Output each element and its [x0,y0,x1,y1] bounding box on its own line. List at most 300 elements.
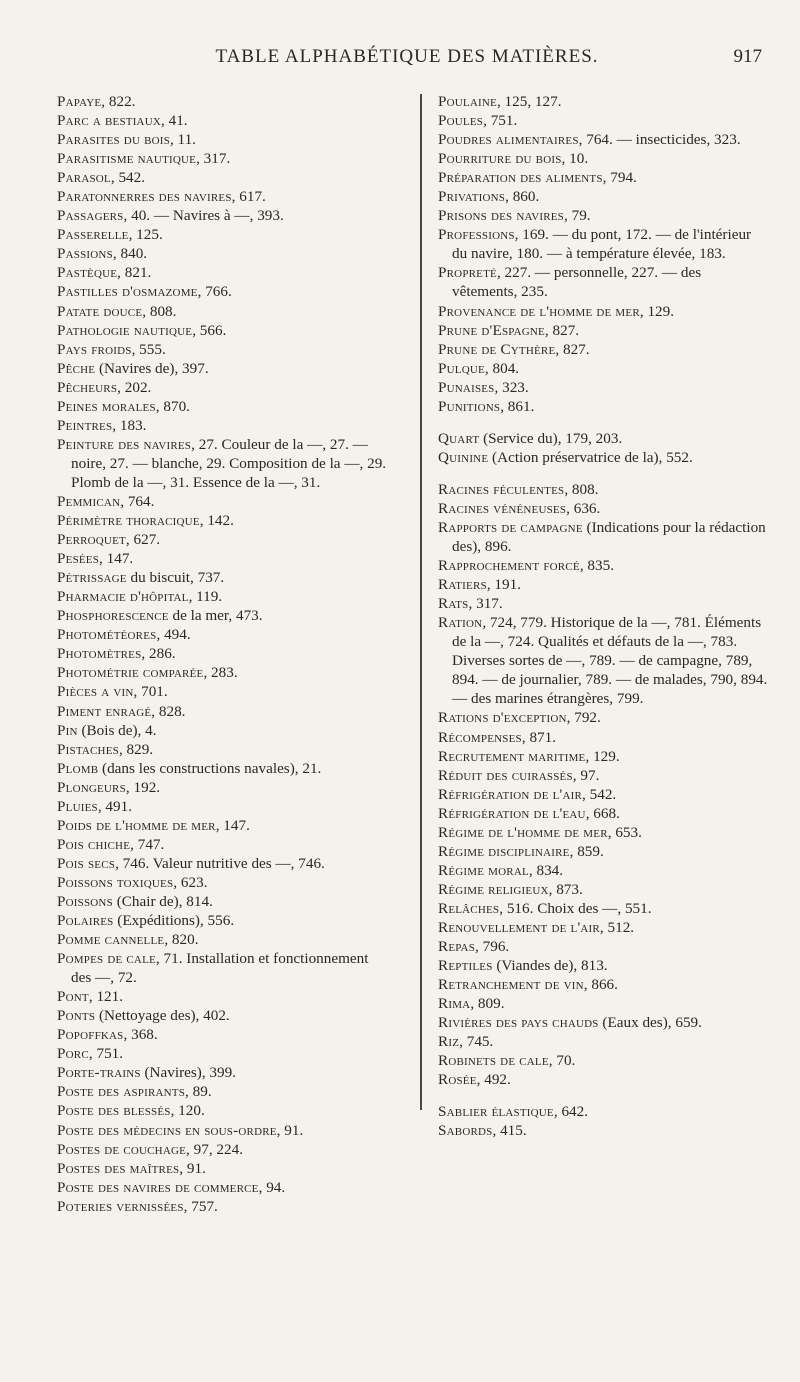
index-entry [57,702,389,721]
index-entry [57,511,389,530]
index-entry-references: (Navires de), 397. [95,359,209,377]
index-entry-references: , 192. [125,778,161,796]
index-entry-heading: Peinture des navires [57,435,192,453]
index-entry-references: , 861. [500,397,535,415]
index-entry-references: (Viandes de), 813. [492,957,608,975]
index-entry-references: , 512. [599,918,635,936]
index-entry-heading: Racines féculentes [438,480,565,498]
index-entry [438,206,770,225]
index-entry-heading: Photométrie comparée [57,664,204,682]
index-entry-references: , 822. [101,93,136,110]
index-entry-heading: Pastèque [57,264,118,282]
index-entry-references: , 829. [118,740,154,758]
index-entry [57,1140,389,1159]
index-entry-references: , 745. [459,1033,494,1051]
index-entry-references: , 415. [492,1122,527,1140]
index-entry-references: , 701. [133,683,168,701]
index-entry [438,321,770,340]
index-entry-references: , 491. [97,797,132,815]
index-entry-heading: Prune de Cythère [438,340,556,358]
index-entry-heading: Poste des aspirants [57,1083,186,1101]
index-entry-heading: Riz [438,1033,460,1051]
index-entry-references: de la mer, 473. [168,607,263,625]
index-entry-heading: Patate douce [57,302,143,320]
index-entry-heading: Rivières des pays chauds [438,1014,599,1032]
index-entry-heading: Pastilles d'osmazome [57,283,198,301]
index-entry [438,263,770,301]
index-entry-heading: Racines vénéneuses [438,499,567,517]
index-entry-heading: Pemmican [57,492,121,510]
index-entry [57,149,389,168]
index-entry [438,499,770,518]
index-entry-heading: Pathologie nautique [57,321,193,339]
index-entry-references: , 125. [128,226,163,244]
index-entry-heading: Popoffkas [57,1026,124,1044]
index-entry-references: , 70. [548,1052,576,1070]
index-entry [57,949,389,987]
index-entry-references: , 724, 779. Historique de la —, 781. Éléments de la —, 724. Qualités et défauts de la —, 783. Diverses sortes de —, 789. — de campagne, 789, 894. — de journalier, 789. — de malades, 790, 894. — des marines étrangères, 799. [452,614,768,708]
index-entry-heading: Photomètres [57,645,142,663]
index-entry [57,987,389,1006]
index-entry [438,149,770,168]
index-entry [438,708,770,727]
index-entry-heading: Pin [57,721,78,739]
index-entry [57,854,389,873]
index-entry-heading: Poste des blessés [57,1102,171,1120]
index-entry-heading: Passerelle [57,226,129,244]
index-entry [57,644,389,663]
index-entry-references: , 866. [583,976,618,994]
index-entry-references: (Expéditions), 556. [113,912,235,930]
index-entry-references: (Bois de), 4. [77,721,157,739]
index-entry [438,937,770,956]
index-entry-heading: Parc a bestiaux [57,112,161,130]
index-entry [438,994,770,1013]
index-entry-references: (dans les constructions navales), 21. [98,759,322,777]
index-entry-references: , 627. [125,531,161,549]
index-entry-references: , 91. [179,1159,206,1177]
index-entry-references: , 516. Choix des —, 551. [499,899,652,917]
index-entry-references: , 834. [528,861,564,879]
index-entry-references: , 97, 224. [186,1140,243,1158]
index-entry [57,1178,389,1197]
index-entry-references: , 94. [258,1178,286,1196]
index-entry-heading: Pont [57,988,89,1006]
index-entry-references: , 97. [572,766,600,784]
index-entry-references: , 494. [156,626,191,644]
index-entry-heading: Pois chiche [57,835,131,853]
index-entry-references: , 183. [112,416,147,434]
index-entry-references: , 764. — insecticides, 323. [578,131,741,149]
index-entry-heading: Pluies [57,797,98,815]
index-entry-references: , 202. [117,378,152,396]
index-entry-heading: Ratiers [438,576,487,594]
index-entry-references: , 827. [555,340,590,358]
index-entry-references: (Eaux des), 659. [598,1014,702,1032]
index-entry [57,282,389,301]
index-entry-references: , 169. — du pont, 172. — de l'intérieur du navire, 180. — à température élevée, 183. [452,226,752,263]
index-entry [57,530,389,549]
index-entry-references: , 317. [196,150,231,168]
index-entry-references: , 751. [483,112,518,130]
index-entry [57,740,389,759]
index-entry-heading: Rima [438,995,471,1013]
index-entry-heading: Polaires [57,912,114,930]
index-entry-heading: Photométéores [57,626,157,644]
index-entry [57,435,389,492]
index-entry-references: , 859. [569,842,604,860]
index-entry-references: , 286. [141,645,176,663]
index-entry-heading: Rapports de campagne [438,518,583,536]
index-entry-heading: Phosphorescence [57,607,169,625]
index-entry-references: , 794. [602,169,637,187]
index-entry-references: (Chair de), 814. [112,892,213,910]
index-entry-references: , 11. [169,131,196,149]
index-entry-references: , 555. [131,340,166,358]
index-entry [438,1051,770,1070]
index-entry-heading: Prune d'Espagne [438,321,545,339]
index-entry [57,359,389,378]
index-entry [438,397,770,416]
index-entry-heading: Passions [57,245,113,263]
index-entry-heading: Pourriture du bois [438,150,562,168]
index-entry [438,728,770,747]
index-entry-heading: Quart [438,429,480,447]
index-entry [57,168,389,187]
index-entry-heading: Sablier élastique [438,1103,554,1121]
index-entry-references: , 764. [120,492,155,510]
index-entry [57,92,389,111]
index-entry-heading: Poste des médecins en sous-ordre [57,1121,277,1139]
index-entry-references: , 623. [173,873,208,891]
index-entry-references: (Indications pour la rédaction des), 896. [452,518,766,556]
index-entry-heading: Paratonnerres des navires [57,188,232,206]
index-entry-references: , 41. [161,112,188,130]
index-entry-references: , 766. [197,283,232,301]
index-entry-heading: Pays froids [57,340,132,358]
index-entry-heading: Pompes de cale [57,950,156,968]
index-entry [57,263,389,282]
index-entry [57,816,389,835]
index-entry [438,575,770,594]
index-entry-references: , 870. [155,397,190,415]
index-entry-references: , 27. Couleur de la —, 27. — noire, 27. — blanche, 29. Composition de la —, 29. Plomb de la —, 31. Essence de la —, 31. [71,435,387,491]
index-entry [57,835,389,854]
index-entry [57,416,389,435]
index-entry [438,378,770,397]
index-entry-references: , 746. Valeur nutritive des —, 746. [115,854,325,872]
index-entry-heading: Ponts [57,1007,96,1025]
index-entry-heading: Porte-trains [57,1064,141,1082]
index-entry-heading: Punitions [438,397,501,415]
index-entry [438,1013,770,1032]
index-entry [57,1121,389,1140]
index-entry-heading: Parasol [57,169,111,187]
index-entry [57,1063,389,1082]
index-entry [438,1070,770,1089]
index-entry-heading: Provenance de l'homme de mer [438,302,640,320]
index-entry-heading: Retranchement de vin [438,976,584,994]
index-entry-heading: Quinine [438,448,489,466]
index-entry-heading: Passagers [57,207,124,225]
index-entry-heading: Recrutement maritime [438,747,586,765]
index-entry-references: , 840. [112,245,148,263]
index-entry-references: , 668. [585,804,620,822]
index-entry-references: , 121. [88,988,124,1006]
index-entry [57,930,389,949]
index-entry [57,759,389,778]
index-entry [57,911,389,930]
index-entry-heading: Propreté [438,264,497,282]
index-entry-heading: Préparation des aliments [438,169,603,187]
index-entry-heading: Pièces a vin [57,683,134,701]
index-entry-heading: Porc [57,1045,89,1063]
index-entry-references: , 809. [470,995,505,1013]
index-entry-references: , 617. [231,188,266,206]
index-entry [57,244,389,263]
index-entry [438,1121,770,1140]
index-entry-heading: Relâches [438,899,500,917]
index-entry-references: , 751. [88,1045,124,1063]
index-entry-heading: Repas [438,938,476,956]
index-entry [57,587,389,606]
index-entry-references: , 317. [468,595,503,613]
index-entry-heading: Rosée [438,1071,477,1089]
index-entry-heading: Parasites du bois [57,131,170,149]
index-entry [438,861,770,880]
index-entry [57,206,389,225]
index-entry-references: , 747. [130,835,165,853]
index-entry-references: (Navires), 399. [140,1064,237,1082]
index-entry [57,682,389,701]
index-entry-heading: Pomme cannelle [57,931,165,949]
index-entry-references: , 191. [486,576,521,594]
index-entry-heading: Reptiles [438,957,493,975]
index-entry-references: , 804. [484,359,520,377]
index-entry [438,804,770,823]
index-entry-heading: Rats [438,595,469,613]
index-entry-references: , 91. [276,1121,304,1139]
index-entry [438,747,770,766]
index-entry-references: , 227. — personnelle, 227. — des vêtements, 235. [452,264,702,301]
index-entry [438,518,770,556]
index-entry [438,975,770,994]
index-entry-heading: Pêche [57,359,96,377]
index-entry-heading: Poteries vernissées [57,1197,184,1215]
index-entry-heading: Réfrigération de l'eau [438,804,586,822]
index-entry [438,429,770,448]
index-entry-heading: Réduit des cuirassés [438,766,573,784]
index-entry-heading: Robinets de cale [438,1052,549,1070]
index-entry [438,1032,770,1051]
index-entry-references: , 10. [561,150,589,168]
column-divider [420,94,422,1110]
index-entry-heading: Peintres [57,416,113,434]
index-entry-heading: Régime religieux [438,880,549,898]
index-entry [438,187,770,206]
index-entry-heading: Pharmacie d'hôpital [57,588,189,606]
index-entry-heading: Régime moral [438,861,529,879]
index-entry-references: , 828. [151,702,186,720]
index-entry-heading: Pêcheurs [57,378,118,396]
index-entry [57,397,389,416]
index-entry [57,111,389,130]
index-entry [438,225,770,263]
index-entry [438,302,770,321]
index-entry-references: , 89. [185,1083,212,1101]
index-entry-heading: Postes de couchage [57,1140,187,1158]
index-entry-heading: Punaises [438,378,495,396]
index-entry-references: , 642. [553,1103,589,1121]
index-entry-heading: Pulque [438,359,485,377]
index-entry [438,956,770,975]
index-entry-references: , 808. [142,302,177,320]
index-entry-heading: Professions [438,226,515,244]
index-entry-heading: Régime de l'homme de mer [438,823,608,841]
index-entry [57,625,389,644]
index-entry [438,556,770,575]
index-entry-references: , 119. [188,588,223,606]
index-entry [57,778,389,797]
index-entry [438,340,770,359]
page-number: 917 [733,46,762,67]
index-entry [57,797,389,816]
index-entry [438,842,770,861]
index-entry [438,785,770,804]
index-entry-references: du biscuit, 737. [126,569,225,587]
index-entry-heading: Récompenses [438,728,522,746]
index-entry [438,613,770,708]
index-column-left [57,92,389,1216]
index-entry-references: , 871. [521,728,557,746]
index-entry-references: , 860. [505,188,540,206]
index-entry-references: , 283. [203,664,238,682]
index-entry-heading: Ration [438,614,483,632]
index-entry [57,1197,389,1216]
index-entry [57,1044,389,1063]
index-entry-heading: Poissons [57,892,113,910]
index-entry-heading: Papaye [57,93,102,110]
index-entry [57,1082,389,1101]
index-entry [438,594,770,613]
index-entry-heading: Poudres alimentaires [438,131,579,149]
index-entry-references: , 142. [199,512,234,530]
index-entry-heading: Postes des maîtres [57,1159,180,1177]
index-entry-heading: Pistaches [57,740,119,758]
index-entry [57,663,389,682]
index-entry-heading: Renouvellement de l'air [438,918,600,936]
index-entry [57,130,389,149]
index-entry-references: , 492. [476,1071,511,1089]
index-entry-heading: Poissons toxiques [57,873,174,891]
index-column-right [438,92,770,1140]
index-entry-references: , 147. [99,550,134,568]
index-entry-references: , 566. [192,321,227,339]
index-entry-heading: Rapprochement forcé [438,557,580,575]
index-entry [57,568,389,587]
index-entry-references: (Nettoyage des), 402. [95,1007,230,1025]
index-entry-references: , 125, 127. [496,93,562,110]
index-entry-heading: Pesées [57,550,100,568]
index-entry [438,823,770,842]
index-entry-heading: Peines morales [57,397,156,415]
index-entry-heading: Pois secs [57,854,116,872]
index-entry [438,92,770,111]
index-entry [57,892,389,911]
index-entry [438,899,770,918]
index-entry [57,492,389,511]
index-entry-references: , 129. [639,302,675,320]
index-entry-references: , 796. [475,938,510,956]
index-entry [57,378,389,397]
index-entry [57,721,389,740]
index-entry [57,1101,389,1120]
index-entry-heading: Poste des navires de commerce [57,1178,259,1196]
index-entry-references: , 147. [215,816,250,834]
index-entry-heading: Poules [438,112,484,130]
index-entry-heading: Périmètre thoracique [57,512,200,530]
index-entry [438,130,770,149]
index-entry [57,1025,389,1044]
index-entry [57,1159,389,1178]
index-entry-references: , 821. [117,264,152,282]
page-title: TABLE ALPHABÉTIQUE DES MATIÈRES. [215,46,599,67]
index-entry [438,448,770,467]
index-entry-references: , 636. [566,499,601,517]
index-entry [438,359,770,378]
index-entry-references: , 873. [548,880,583,898]
index-entry-heading: Sabords [438,1122,493,1140]
index-entry [57,340,389,359]
index-entry-heading: Poulaine [438,93,497,110]
running-head [52,46,762,74]
index-entry [57,225,389,244]
index-entry [57,873,389,892]
index-entry-references: , 820. [164,931,199,949]
index-entry-references: , 368. [123,1026,158,1044]
index-entry-heading: Prisons des navires [438,207,564,225]
index-entry-references: , 792. [566,709,601,727]
index-entry [57,549,389,568]
index-entry-references: , 835. [579,557,614,575]
index-entry-references: , 542. [110,169,146,187]
index-entry-references: , 71. Installation et fonctionnement des —, 72. [71,950,369,987]
index-entry-references: , 40. — Navires à —, 393. [123,207,284,225]
index-entry-references: , 323. [494,378,529,396]
index-entry [438,918,770,937]
index-entry-heading: Régime disciplinaire [438,842,570,860]
index-entry-heading: Poids de l'homme de mer [57,816,216,834]
index-entry-references: , 120. [170,1102,205,1120]
index-entry [57,1006,389,1025]
index-entry [57,606,389,625]
index-entry-heading: Plomb [57,759,99,777]
index-entry [438,111,770,130]
index-entry-heading: Pétrissage [57,569,127,587]
index-entry [438,766,770,785]
index-entry-references: (Action préservatrice de la), 552. [488,448,693,466]
index-entry-references: , 653. [607,823,642,841]
index-entry-references: , 808. [564,480,599,498]
index-entry-references: (Service du), 179, 203. [479,429,623,447]
index-entry [57,302,389,321]
index-entry-heading: Réfrigération de l'air [438,785,583,803]
index-entry [438,168,770,187]
index-entry-references: , 542. [582,785,617,803]
index-entry-references: , 827. [544,321,580,339]
index-entry [438,1102,770,1121]
index-entry-heading: Piment enragé [57,702,152,720]
